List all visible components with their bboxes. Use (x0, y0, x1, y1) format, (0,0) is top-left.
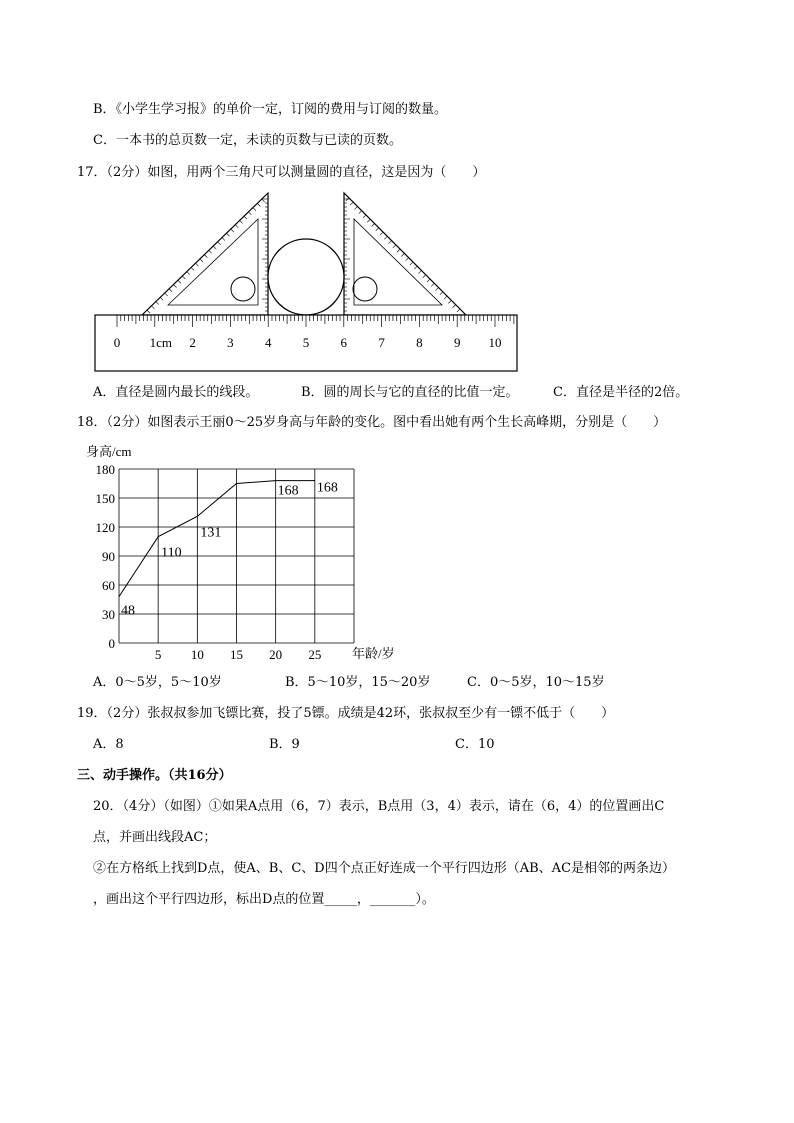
chart-y-tick-label: 90 (102, 549, 115, 564)
chart-y-tick-label: 0 (108, 636, 115, 651)
right-set-square (344, 193, 466, 315)
q18-option-a: A．0～5岁，5～10岁 (93, 675, 222, 690)
q17-figure (90, 185, 530, 375)
chart-data-labels (121, 481, 338, 619)
q19-options (93, 736, 733, 754)
ruler-label: 5 (302, 335, 310, 350)
ruler-label: 6 (340, 335, 348, 350)
ruler-label: 2 (189, 335, 196, 350)
ruler-label: 4 (264, 335, 272, 350)
measured-circle (268, 239, 344, 315)
q17-stem: 17．（2分）如图，用两个三角尺可以测量圆的直径，这是因为（ ） (77, 165, 486, 180)
chart-data-label: 131 (200, 525, 222, 541)
q16-option-b: B．《小学生学习报》的单价一定，订阅的费用与订阅的数量。 (93, 102, 448, 117)
q20-line-4: ，画出这个平行四边形，标出D点的位置_____，_______）。 (93, 892, 435, 907)
q19-option-a: A．8 (93, 737, 124, 752)
q16-option-c: C．一本书的总页数一定，未读的页数与已读的页数。 (93, 133, 402, 148)
q17-option-c: C．直径是半径的2倍。 (553, 385, 689, 400)
q18-options (93, 674, 733, 692)
q19-stem: 19．（2分）张叔叔参加飞镖比赛，投了5镖。成绩是42环，张叔叔至少有一镖不低于（ ） (77, 706, 615, 721)
ruler-label: 7 (378, 335, 385, 350)
chart-data-label: 110 (161, 545, 182, 561)
q18-option-c: C．0～5岁，10～15岁 (467, 675, 605, 690)
chart-x-tick-label: 10 (190, 647, 204, 662)
chart-y-axis-title: 身高/cm (86, 444, 132, 459)
chart-data-label: 168 (277, 483, 299, 499)
chart-data-label: 168 (316, 480, 338, 496)
q19-option-b: B．9 (269, 737, 300, 752)
chart-y-tick-label: 60 (102, 578, 115, 593)
q17-option-b: B．圆的周长与它的直径的比值一定。 (301, 385, 519, 400)
q17-options (93, 384, 733, 402)
ruler-label: 9 (453, 335, 461, 350)
chart-x-axis-title: 年龄/岁 (352, 646, 395, 661)
q19-option-c: C．10 (455, 737, 495, 752)
chart-y-tick-label: 150 (95, 491, 115, 506)
ruler-label: 8 (416, 335, 423, 350)
ruler-label: 1cm (149, 335, 172, 350)
chart-y-tick-label: 120 (95, 520, 115, 535)
q18-option-b: B．5～10岁，15～20岁 (285, 675, 431, 690)
chart-x-tick-label: 20 (269, 647, 283, 662)
chart-x-tick-label: 15 (230, 647, 243, 662)
q20-line-2: 点，并画出线段AC； (93, 830, 217, 845)
q17-option-a: A．直径是圆内最长的线段。 (93, 385, 259, 400)
ruler-label: 10 (488, 335, 502, 350)
ruler-label: 0 (113, 335, 121, 350)
ruler-label: 3 (227, 335, 234, 350)
chart-y-tick-label: 180 (95, 462, 115, 477)
height-age-chart (84, 438, 404, 664)
q20-line-3: ②在方格纸上找到D点，使A、B、C、D四个点正好连成一个平行四边形（AB、AC是相邻的两条边） (93, 861, 676, 876)
chart-y-tick-label: 30 (102, 607, 115, 622)
section-3-heading: 三、动手操作。（共16分） (77, 768, 232, 783)
q18-stem: 18．（2分）如图表示王丽0～25岁身高与年龄的变化。图中看出她有两个生长高峰期，分别是（ ） (77, 415, 667, 430)
chart-data-label: 48 (121, 603, 135, 619)
left-set-square (142, 193, 268, 315)
q20-line-1: 20．（4分）（如图）①如果A点用（6，7）表示，B点用（3，4）表示，请在（6，4）的位置画出C (93, 799, 665, 814)
chart-x-tick-label: 25 (308, 647, 322, 662)
chart-x-tick-label: 5 (154, 647, 162, 662)
